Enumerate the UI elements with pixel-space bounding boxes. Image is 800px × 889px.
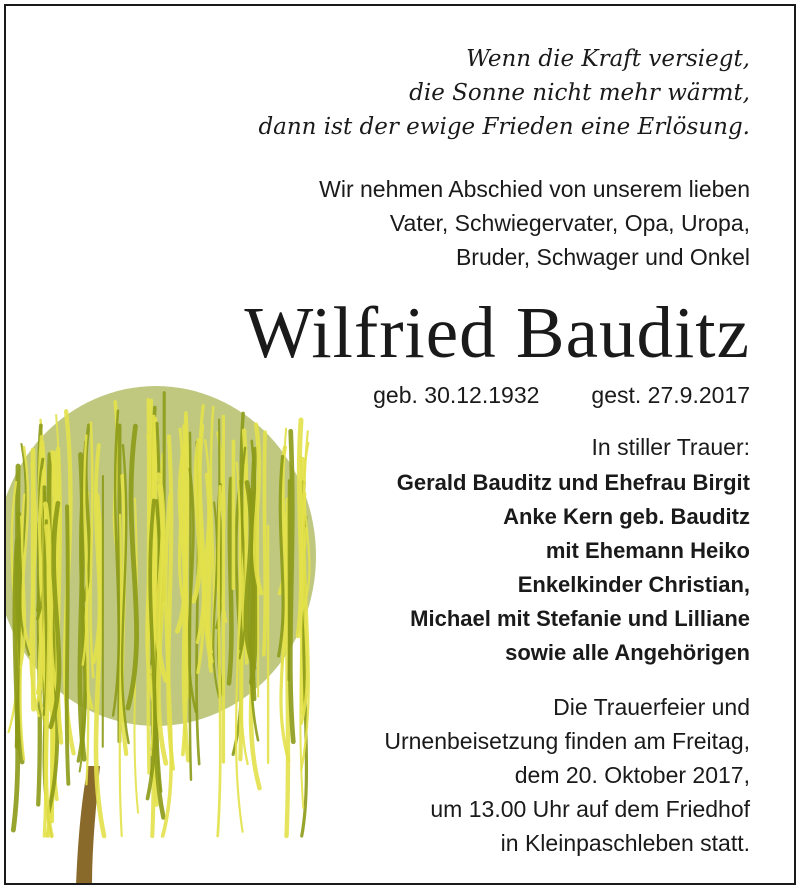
funeral-service-info: [150, 690, 750, 860]
life-dates: [150, 378, 750, 412]
service-line: in Kleinpaschleben statt.: [500, 830, 750, 856]
deceased-name: Wilfried Bauditz: [244, 292, 750, 373]
service-line: Urnenbeisetzung finden am Freitag,: [384, 728, 750, 754]
mourner-line: mit Ehemann Heiko: [545, 538, 750, 563]
farewell-intro: [150, 172, 750, 274]
birth-date: geb. 30.12.1932: [373, 382, 540, 408]
mourning-label: In stiller Trauer:: [591, 434, 750, 460]
intro-line: Vater, Schwiegervater, Opa, Uropa,: [389, 210, 750, 236]
service-line: um 13.00 Uhr auf dem Friedhof: [430, 796, 750, 822]
poem-verse: [150, 42, 750, 144]
mourner-line: Anke Kern geb. Bauditz: [503, 504, 750, 529]
mourner-line: sowie alle Angehörigen: [505, 640, 750, 665]
poem-line: dann ist der ewige Frieden eine Erlösung.: [258, 114, 750, 140]
obituary-notice: [4, 4, 796, 885]
mourners-list: [150, 466, 750, 670]
service-line: dem 20. Oktober 2017,: [514, 762, 750, 788]
intro-line: Wir nehmen Abschied von unserem lieben: [319, 176, 750, 202]
mourner-line: Gerald Bauditz und Ehefrau Birgit: [396, 470, 750, 495]
mourner-line: Michael mit Stefanie und Lilliane: [410, 606, 750, 631]
poem-line: Wenn die Kraft versiegt,: [466, 46, 750, 72]
intro-line: Bruder, Schwager und Onkel: [455, 244, 750, 270]
mourner-line: Enkelkinder Christian,: [517, 572, 750, 597]
service-line: Die Trauerfeier und: [553, 694, 750, 720]
poem-line: die Sonne nicht mehr wärmt,: [409, 80, 750, 106]
death-date: gest. 27.9.2017: [591, 382, 750, 408]
